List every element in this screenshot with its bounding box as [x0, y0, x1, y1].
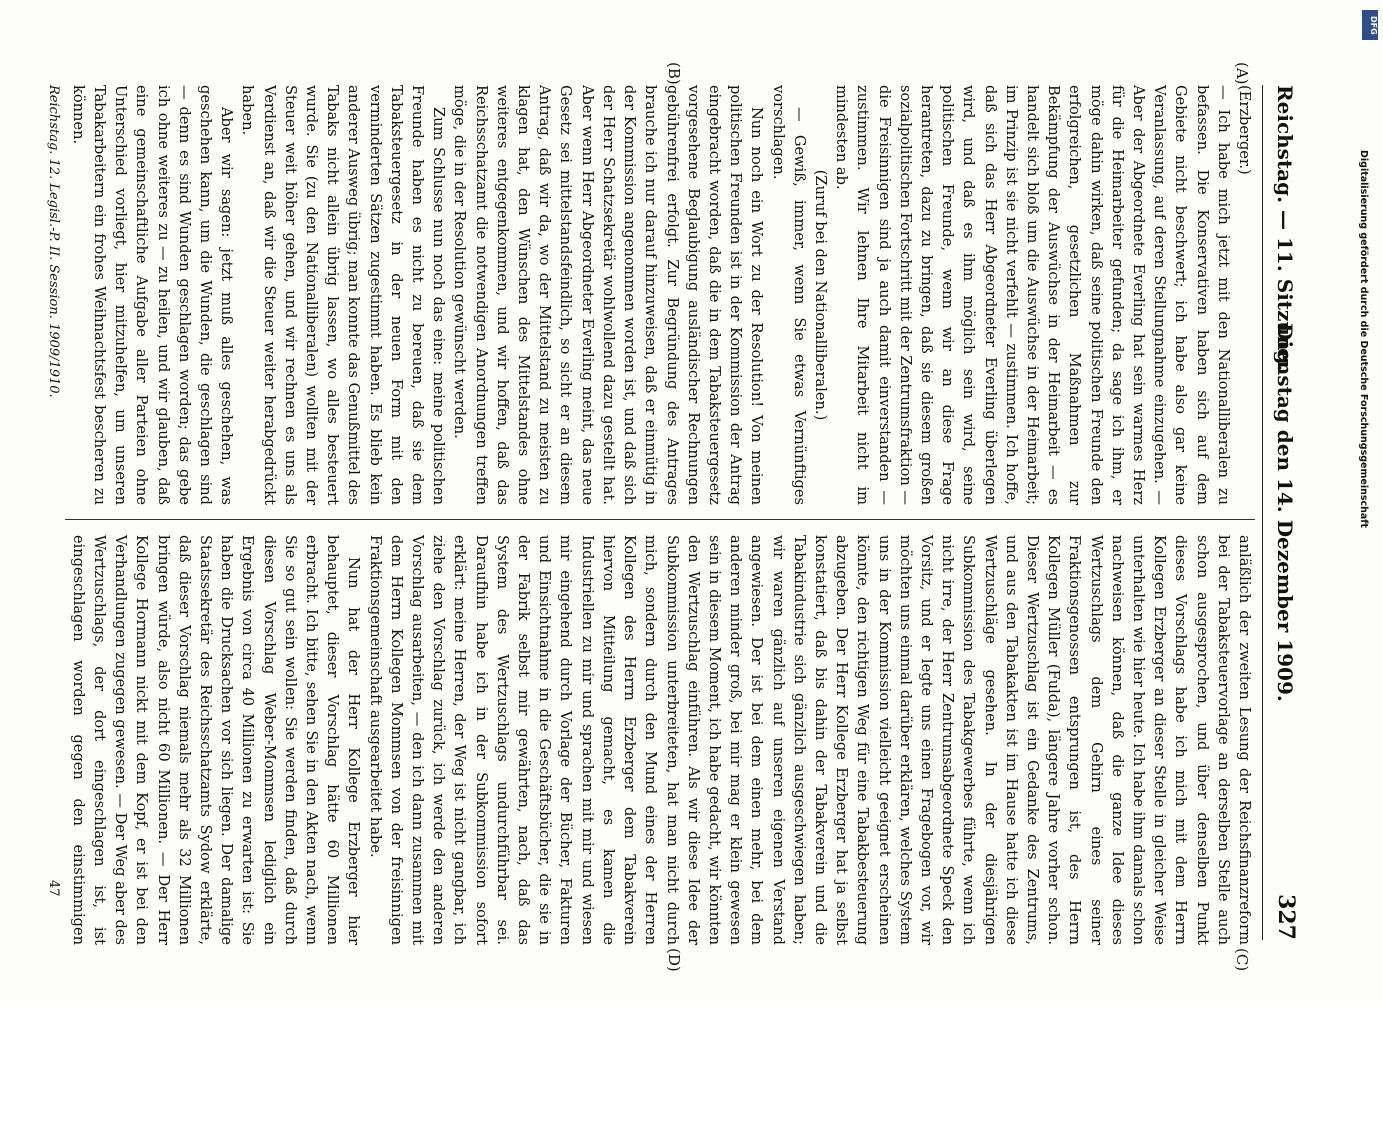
paragraph: — Gewiß, immer, wenn Sie etwas Vernünftiges vorschlagen. [769, 85, 808, 505]
page-footer: Reichstag. 12. Legisl.-P. II. Session. 1909/1910. [46, 85, 61, 398]
left-column [65, 85, 1255, 505]
header-date: Dienstag den 14. Dezember 1909. [1273, 323, 1297, 702]
paragraph: — Ich habe mich jetzt mit den Nationalliberalen zu befassen. Die Konservativen haben sich auf dem Gebiete nicht beschwert; ich habe also gar keine Veranlassung, auf deren Stellungnahme einzugehen. — Aber der Abgeordnete Everling hat sein warmes Herz für die Heimarbeiter gefunden; da sage ich ihm, er möge dahin wirken, daß seine politischen Freunde den erfolgreichen, gesetzlichen Maßnahmen zur Bekämpfung der Auswüchse in der Heimarbeit — es handelt sich bloß um die Auswüchse in der Heimarbeit; im Prinzip ist sie nicht verfehlt — zustimmen. Ich hoffe, daß sich das Herr Abgeordneter Everling überlegen wird, und daß es ihm möglich sein wird, seine politischen Freunde, wenn wir an diese Frage herantreten, dazu zu bringen, daß sie diesem großen sozialpolitischen Fortschritt mit der Zentrumsfraktion — die Freisinnigen sind ja auch damit einverstanden — zustimmen. Wir lehnen Ihre Mitarbeit nicht im mindesten ab. [833, 85, 1232, 505]
column-separator [65, 519, 1255, 520]
paragraph: Aber wir sagen: jetzt muß alles geschehen, was geschehen kann, um die Wunden, die geschlagen sind — denn es sind Wunden geschlagen worden; das gebe ich ohne weiteres zu — zu heilen, und wir glauben, daß eine gemeinschaftliche Aufgabe aller Parteien ohne Unterschied vorliegt, hier mitzuhelfen, um unseren Tabakarbeitern ein frohes Weihnachtsfest bescheren zu können. [69, 85, 236, 505]
paragraph: Nun noch ein Wort zu der Resolution! Von meinen politischen Freunden ist in der Kommission der Antrag eingebracht worden, daß die in dem Tabaksteuergesetz vorgesehene Beglaubigung ausländischer Rechnungen gebührenfrei erfolgt. Zur Begründung des Antrages brauche ich nur darauf hinzuweisen, daß er einmütig in der Kommission angenommen worden ist, und daß sich der Herr Schatzsekretär wohlwollend dazu gestellt hat. Aber wenn Herr Abgeordneter Everling meint, das neue Gesetz sei mittelstandsfeindlich, so sicht er an diesem Antrag, daß wir da, wo der Mittelstand zu meisten zu klagen hat, den Wünschen des Mittelstandes ohne weiteres entgegenkommen, und wir hoffen, daß das Reichsschatzamt die notwendigen Anordnungen treffen möge, die in der Resolution gewünscht werden. [451, 85, 766, 505]
page-header [1265, 85, 1303, 940]
dfg-logo: DFG [1362, 10, 1378, 40]
digitization-note-text: Digitalisierung gefördert durch die Deutsche Forschungsgemeinschaft [1358, 150, 1369, 528]
margin-mark-b: (B) [665, 62, 683, 85]
interjection [65, 85, 68, 505]
margin-mark-d: (D) [665, 948, 683, 972]
speaker-note: (Erzberger.) [1236, 85, 1253, 175]
sheet-number: 47 [46, 880, 61, 897]
margin-mark-c: (C) [1233, 948, 1251, 972]
header-rule [1262, 85, 1263, 940]
interjection: (Zuruf bei den Nationalliberalen.) [811, 169, 829, 421]
margin-mark-a: (A) [1233, 62, 1251, 85]
paragraph: anläßlich der zweiten Lesung der Reichsfinanzreform bei der Tabaksteuervorlage an derselben Stelle auch schon ausgesprochen, und über denselben Punkt dieses Vorschlags habe ich mich mit dem Herrn Kollegen Erzberger an dieser Stelle in gleicher Weise unterhalten wie hier heute. Ich habe ihm damals schon nachweisen können, daß die ganze Idee dieses Wertzuschlags dem Gehirn eines seiner Fraktionsgenossen entsprungen ist, des Herrn Kollegen Müller (Fulda), längere Jahre vorher schon. Dieser Wertzuschlag ist ein Gedanke des Zentrums, und aus den Tabakakten ist im Hause hatte ich diese Wertzuschläge gesehen. In der diesjährigen Subkommission des Tabakgewerbes führte, wenn ich nicht irre, der Herr Zentrumsabgeordnete Speck den Vorsitz, und er legte uns einen Fragebogen vor, wir möchten uns einmal darüber erklären, welches System uns in der Kommission vielleicht geeignet erscheinen könnte, den richtigen Weg für eine Tabakbesteuerung abzugeben. Der Herr Kollege Erzberger hat ja selbst konstatiert, daß bis dahin der Tabakverein und die Tabakindustrie sich gänzlich ausgeschwiegen haben; wir waren gänzlich auf unseren eigenen Verstand angewiesen. Der ist bei dem einen mehr, bei dem anderen minder groß, bei mir mag er klein gewesen sein in diesem Moment, ich habe gedacht, wir könnten den Wertzuschlag einführen. Als wir diese Idee der Subkommission unterbreiteten, hat man nicht durch mich, sondern durch den Mund eines der Herren Kollegen des Herrn Erzberger dem Tabakverein hiervon Mitteilung gemacht, es kamen die Industriellen zu mir und sprachen mit mir und wiesen mir eingehend durch Vorlage der Bücher, Fakturen und Einsichtnahme in die Geschäftsbücher, die sie in der Fabrik selbst mir gewährten, nach, daß das System des Wertzuschlags undurchführbar sei. Daraufhin habe ich in der Subkommission sofort erklärt: meine Herren, der Weg ist nicht gangbar, ich ziehe den Vorschlag zurück, ich werde den anderen Vorschlag ausarbeiten, — den ich dann zusammen mit dem Herrn Kollegen Mommsen von der freisinnigen Fraktionsgemeinschaft ausgearbeitet habe. [366, 535, 1253, 945]
paragraph: Nun hat der Herr Kollege Erzberger hier behauptet, dieser Vorschlag hätte 60 Millionen erbracht. Ich bitte, sehen Sie in den Akten nach, wenn Sie so gut sein wollen: Sie werden finden, daß durch diesen Vorschlag Weber-Mommsen lediglich ein Ergebnis von circa 40 Millionen zu erwarten ist: Sie haben die Drucksachen vor sich liegen. Der damalige Staatssekretär des Reichsschatzamts Sydow erklärte, daß dieser Vorschlag niemals mehr als 32 Millionen bringen würde, also nicht 60 Millionen. — Der Herr Kollege Hormann nickt mit dem Kopf, er ist bei den Verhandlungen zugegen gewesen. — Der Weg aber des Wertzuschlags, der dort eingeschlagen ist, ist eingeschlagen worden gegen den einstimmigen [69, 535, 363, 945]
paragraph: Zum Schlusse nun noch das eine: meine politischen Freunde haben es nicht zu bereuen, daß sie dem Tabaksteuergesetz in der neuen Form mit den verminderten Sätzen zugestimmt haben. Es blieb kein anderer Ausweg übrig; man konnte das Genußmittel des Tabaks nicht allein übrig lassen, wo alles besteuert wurde. Sie (zu den Nationalliberalen) wollten mit der Steuer weit höher gehen, und wir rechnen es uns als Verdienst an, daß wir die Steuer weiter herabgedrückt haben. [239, 85, 448, 505]
digitization-note [1355, 150, 1375, 1140]
right-column [65, 535, 1255, 945]
header-left: Reichstag. — 11. Sitzung. [1273, 85, 1297, 372]
page-number: 327 [1273, 894, 1299, 940]
